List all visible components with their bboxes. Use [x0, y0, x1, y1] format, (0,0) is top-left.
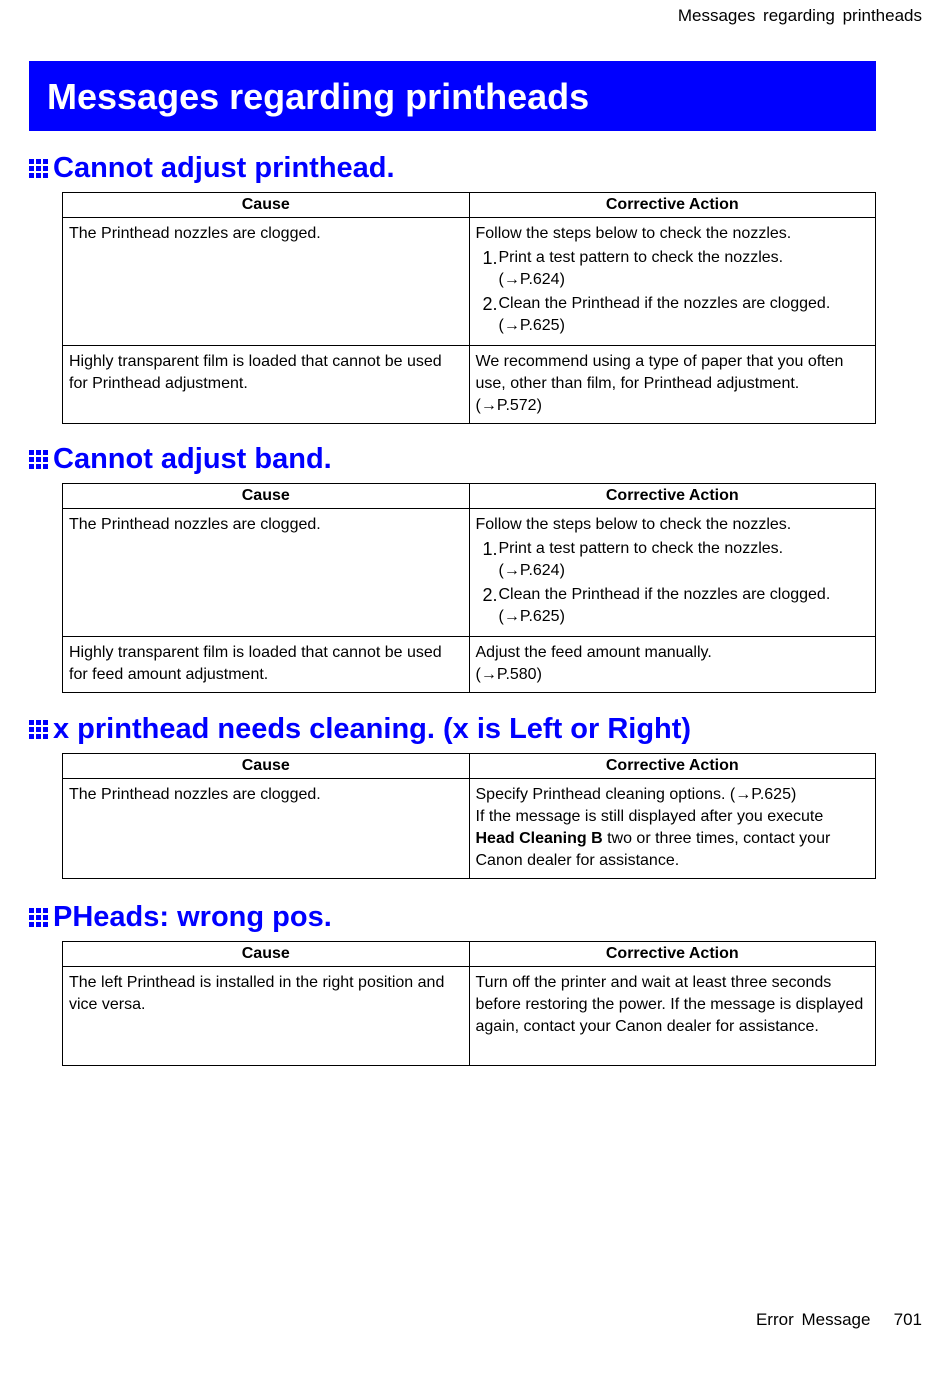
- page-reference-link[interactable]: (→P.580): [475, 666, 542, 683]
- section-heading-text: PHeads: wrong pos.: [53, 900, 332, 933]
- grid-icon: [29, 720, 48, 739]
- page-reference-link[interactable]: (→P.624): [498, 562, 565, 579]
- action-cell: [469, 346, 876, 424]
- step-text: Clean the Printhead if the nozzles are clogged.: [498, 295, 831, 312]
- column-header-action: Corrective Action: [469, 942, 876, 967]
- step-number: 2.: [482, 294, 498, 314]
- page-reference-link[interactable]: (→P.625): [498, 317, 565, 334]
- step-text: Print a test pattern to check the nozzles.: [498, 249, 784, 266]
- message-table: [62, 753, 876, 879]
- step-number: 2.: [482, 585, 498, 605]
- table-header-row: [63, 193, 876, 218]
- message-table: [62, 941, 876, 1066]
- action-text-line: If the message is still displayed after you execute: [475, 808, 824, 825]
- column-header-action: Corrective Action: [469, 484, 876, 509]
- cause-cell: The Printhead nozzles are clogged.: [63, 779, 470, 879]
- list-item: [476, 293, 870, 337]
- action-text: Adjust the feed amount manually.: [475, 644, 712, 661]
- action-cell: [469, 779, 876, 879]
- list-item: [476, 584, 870, 628]
- column-header-cause: Cause: [63, 942, 470, 967]
- title-banner: [29, 61, 876, 131]
- message-table: [62, 192, 876, 424]
- running-header: Messages regarding printheads: [677, 6, 922, 25]
- action-intro: Follow the steps below to check the nozzles.: [475, 225, 792, 242]
- action-text-rest: two or three times, contact your Canon dealer for assistance.: [475, 830, 831, 869]
- grid-icon: [29, 908, 48, 927]
- step-list: [476, 538, 870, 628]
- head-cleaning-b-label: Head Cleaning B: [475, 830, 603, 847]
- table-row: [63, 509, 876, 637]
- cause-cell: Highly transparent film is loaded that cannot be used for Printhead adjustment.: [63, 346, 470, 424]
- action-text: Specify Printhead cleaning options. (→P.625): [475, 786, 797, 803]
- section-cannot-adjust-printhead: [29, 150, 876, 424]
- action-intro: Follow the steps below to check the nozzles.: [475, 516, 792, 533]
- section-heading-text: Cannot adjust printhead.: [53, 151, 395, 184]
- column-header-action: Corrective Action: [469, 193, 876, 218]
- section-pheads-wrong-pos: [29, 899, 876, 1066]
- table-row: [63, 346, 876, 424]
- action-text: [476, 806, 870, 872]
- footer-section: Error Message: [755, 1310, 871, 1329]
- grid-icon: [29, 159, 48, 178]
- action-cell: [469, 509, 876, 637]
- step-number: 1.: [482, 248, 498, 268]
- step-text: Print a test pattern to check the nozzles.: [498, 540, 784, 557]
- page-title: Messages regarding printheads: [47, 76, 590, 117]
- step-number: 1.: [482, 539, 498, 559]
- column-header-cause: Cause: [63, 754, 470, 779]
- section-heading-text: Cannot adjust band.: [53, 442, 332, 475]
- section-heading: [29, 899, 876, 935]
- table-row: [63, 779, 876, 879]
- list-item: [476, 247, 870, 291]
- table-row: [63, 967, 876, 1066]
- table-header-row: [63, 754, 876, 779]
- column-header-cause: Cause: [63, 193, 470, 218]
- table-row: [63, 218, 876, 346]
- step-text: Clean the Printhead if the nozzles are clogged.: [498, 586, 831, 603]
- action-cell: Turn off the printer and wait at least three seconds before restoring the power. If the message is displayed again, contact your Canon dealer for assistance.: [469, 967, 876, 1066]
- action-text: We recommend using a type of paper that you often use, other than film, for Printhead adjustment.: [475, 353, 844, 392]
- message-table: [62, 483, 876, 693]
- page-number: 701: [893, 1310, 922, 1329]
- section-heading: [29, 150, 876, 186]
- page-reference-link[interactable]: (→P.625): [498, 608, 565, 625]
- page-reference-link[interactable]: (→P.572): [475, 397, 542, 414]
- cause-cell: Highly transparent film is loaded that cannot be used for feed amount adjustment.: [63, 637, 470, 693]
- table-header-row: [63, 942, 876, 967]
- section-heading-text: x printhead needs cleaning. (x is Left or Right): [53, 712, 692, 745]
- table-header-row: [63, 484, 876, 509]
- action-cell: [469, 218, 876, 346]
- step-list: [476, 247, 870, 337]
- grid-icon: [29, 450, 48, 469]
- section-printhead-needs-cleaning: [29, 711, 876, 879]
- section-heading: [29, 711, 876, 747]
- cause-cell: The Printhead nozzles are clogged.: [63, 218, 470, 346]
- column-header-action: Corrective Action: [469, 754, 876, 779]
- section-heading: [29, 441, 876, 477]
- list-item: [476, 538, 870, 582]
- table-row: [63, 637, 876, 693]
- page-footer: [756, 1310, 922, 1330]
- cause-cell: The left Printhead is installed in the right position and vice versa.: [63, 967, 470, 1066]
- section-cannot-adjust-band: [29, 441, 876, 693]
- cause-cell: The Printhead nozzles are clogged.: [63, 509, 470, 637]
- page-reference-link[interactable]: (→P.624): [498, 271, 565, 288]
- action-cell: [469, 637, 876, 693]
- column-header-cause: Cause: [63, 484, 470, 509]
